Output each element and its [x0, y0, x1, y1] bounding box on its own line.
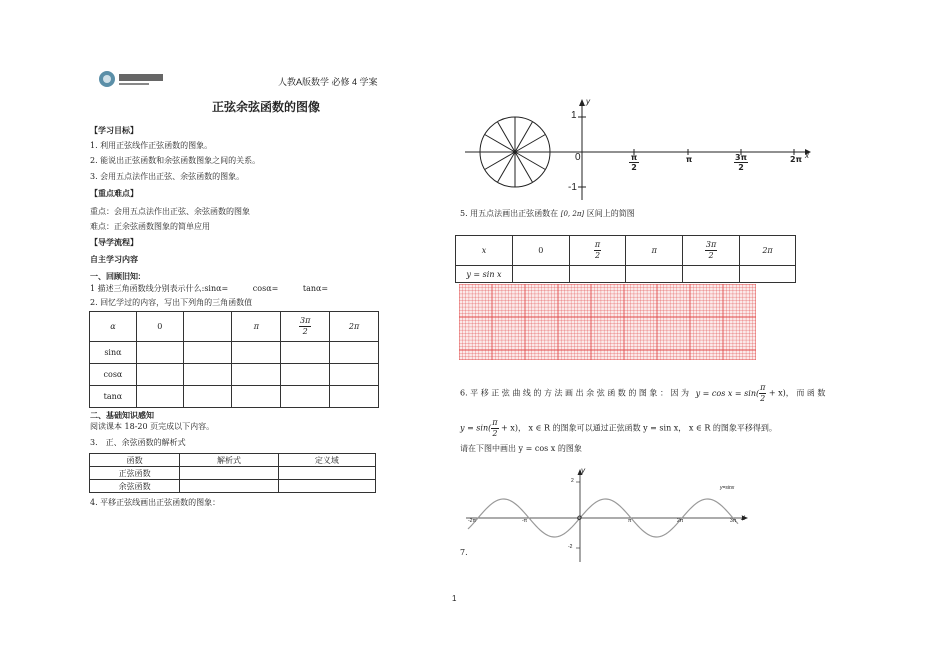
review-1-cos: cosα=	[252, 284, 279, 293]
angle-row-sin: sinα	[90, 342, 137, 364]
top-tick-3pi-2: 3π 2	[735, 153, 747, 172]
angle-table-header-blank	[183, 312, 232, 342]
bottom-graph-x-label: x	[741, 513, 745, 522]
review-2: 2. 回忆学过的内容，写出下列角的三角函数值	[90, 298, 253, 307]
bottom-tick-pi: π	[628, 518, 632, 524]
item-6-eq2b: + x)， x ∈ R 的图象可以通过正弦函数 y = sin x， x ∈ R 的图象平移得到。	[498, 423, 777, 433]
item-6-eq1-tail: + x)， 而 函 数	[766, 388, 826, 398]
item-6-line1	[460, 383, 825, 404]
top-tick-2pi: 2π	[790, 155, 802, 164]
bottom-tick-neg-2pi: -2π	[468, 518, 476, 524]
bottom-graph-y-label: y	[581, 466, 585, 475]
review-title: 一、回顾旧知:	[90, 272, 141, 281]
expr-row-sin: 正弦函数	[90, 467, 180, 480]
five-header-0: 0	[512, 236, 569, 266]
angle-row-cos: cosα	[90, 364, 137, 386]
bottom-graph-origin: O	[577, 516, 582, 522]
review-1	[90, 283, 328, 294]
five-row-label: y = sin x	[456, 266, 513, 283]
expr-header-func: 函数	[90, 454, 180, 467]
bottom-tick-2pi: 2π	[677, 518, 684, 524]
item-6-frac2: $\frac{\pi}{2}$	[492, 418, 498, 438]
expr-row-cos: 余弦函数	[90, 480, 180, 493]
basic-title: 二、基础知识感知	[90, 411, 154, 420]
review-1-sin: sinα=	[204, 284, 229, 293]
doc-title: 正弦余弦函数的图像	[212, 100, 321, 114]
bottom-tick-3pi: 3π	[730, 518, 737, 524]
self-study-title: 自主学习内容	[90, 255, 138, 264]
item-6-eq2a: y = sin(	[460, 423, 492, 433]
item-3: 3． 正、余弦函数的解析式	[90, 438, 186, 447]
item-6-line3: 请在下图中画出 y = cos x 的图象	[460, 444, 582, 453]
top-tick-pi: π	[685, 155, 693, 164]
angle-table-header-alpha: α	[90, 312, 137, 342]
header-title: 人教A版数学 必修 4 学案	[278, 77, 378, 87]
five-header-2pi: 2π	[740, 236, 796, 266]
page-number: 1	[452, 594, 457, 603]
angle-table-header-3pi2: $\frac{3\pi}{2}$	[281, 312, 330, 342]
sine-graph	[456, 466, 756, 564]
key-title: 【重点难点】	[90, 188, 138, 198]
expression-table	[89, 453, 376, 493]
top-graph-neg-one: -1	[568, 182, 577, 193]
item-5	[460, 208, 635, 220]
goal-2: 2. 能说出正弦函数和余弦函数图象之间的关系。	[90, 156, 261, 165]
unit-circle-graph	[460, 96, 815, 202]
top-tick-pi-2: π 2	[630, 153, 638, 172]
graph-paper	[459, 284, 756, 360]
goal-3: 3. 会用五点法作出正弦、余弦函数的图象。	[90, 172, 245, 181]
review-1-tan: tanα=	[302, 284, 329, 293]
item-5-interval: [0, 2π]	[560, 210, 585, 218]
angle-row-tan: tanα	[90, 386, 137, 408]
bottom-graph-neg-two: -2	[568, 544, 573, 550]
goals-title: 【学习目标】	[90, 125, 138, 135]
item-6-line2	[460, 418, 777, 439]
angle-table-header-pi: π	[232, 312, 281, 342]
top-graph-zero: 0	[575, 152, 581, 163]
top-graph-one: 1	[571, 110, 577, 121]
review-1-prefix: 1 描述三角函数线分别表示什么:	[90, 284, 205, 293]
top-graph-x-label: x	[805, 151, 809, 160]
bottom-graph-two: 2	[571, 478, 574, 484]
expr-header-domain: 定义域	[278, 454, 375, 467]
item-5-prefix: 5. 用五点法画出正弦函数在	[460, 209, 559, 218]
item-6-text1: 6. 平 移 正 弦 曲 线 的 方 法 画 出 余 弦 函 数 的 图 象 ： 因 为	[460, 388, 690, 398]
item-4: 4. 平移正弦线画出正弦函数的图象：	[90, 498, 221, 507]
five-header-x: x	[456, 236, 513, 266]
flow-title: 【导学流程】	[90, 237, 138, 247]
five-point-table	[455, 235, 796, 283]
top-graph-y-label: y	[586, 97, 590, 106]
expr-header-formula: 解析式	[180, 454, 278, 467]
bottom-tick-neg-pi: -π	[522, 518, 528, 524]
bottom-graph-curve-label: y=sinx	[720, 485, 735, 491]
key-point: 重点：会用五点法作出正弦、余弦函数的图象	[90, 207, 250, 216]
item-6-frac1: $\frac{\pi}{2}$	[760, 383, 766, 403]
y-axis-arrow-icon	[579, 99, 585, 106]
goal-1: 1. 利用正弦线作正弦函数的图象。	[90, 141, 213, 150]
item-5-suffix: 区间上的简图	[586, 209, 635, 218]
school-logo	[97, 70, 167, 88]
item-6-eq1: y = cos x = sin(	[695, 388, 760, 398]
five-header-3pi-2: $\frac{3\pi}{2}$	[683, 236, 740, 266]
difficulty-point: 难点：正余弦函数图象的简单应用	[90, 222, 210, 231]
angle-table-header-2pi: 2π	[330, 312, 379, 342]
item-7: 7.	[460, 548, 468, 557]
five-header-pi: π	[626, 236, 683, 266]
five-header-pi-2: $\frac{\pi}{2}$	[569, 236, 626, 266]
angle-table-header-0: 0	[136, 312, 183, 342]
angle-table	[89, 311, 379, 408]
basic-read: 阅读课本 18-20 页完成以下内容。	[90, 422, 215, 431]
logo-emblem-icon	[97, 70, 167, 88]
